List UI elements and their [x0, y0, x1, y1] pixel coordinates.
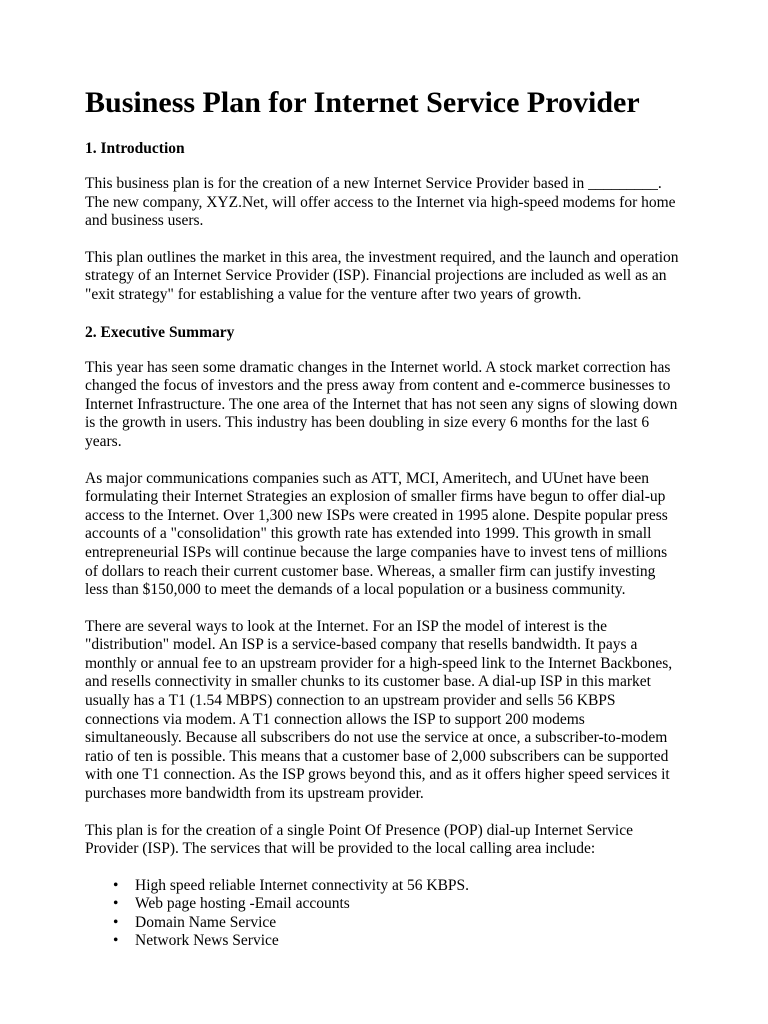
services-list-item-hosting-email: • Web page hosting -Email accounts: [113, 895, 682, 913]
services-list-item-connectivity: • High speed reliable Internet connectivity at 56 KBPS.: [113, 877, 682, 895]
executive-summary-paragraph-1: This year has seen some dramatic changes in the Internet world. A stock market correction has changed the focus of investors and the press away from content and e-commerce businesses to Internet Infrastructure. The one area of the Internet that has not seen any signs of slowing down is the growth in users. This industry has been doubling in size every 6 months for the last 6 years.: [85, 358, 678, 450]
introduction-paragraph-1: This business plan is for the creation of a new Internet Service Provider based in _________. The new company, XYZ.Net, will offer access to the Internet via high-speed modems for home and business users.: [85, 175, 676, 230]
executive-summary-paragraph-4: This plan is for the creation of a single Point Of Presence (POP) dial-up Internet Service Provider (ISP). The services that will be provided to the local calling area include:: [85, 821, 633, 858]
introduction-paragraph-2: This plan outlines the market in this area, the investment required, and the launch and operation strategy of an Internet Service Provider (ISP). Financial projections are included as well as an "exit strategy" for establishing a value for the venture after two years of growth.: [85, 248, 679, 303]
section-heading-introduction: 1. Introduction: [85, 140, 185, 157]
services-list: [85, 877, 682, 951]
services-list-item-network-news: • Network News Service: [113, 932, 682, 950]
executive-summary-paragraph-2: As major communications companies such as ATT, MCI, Ameritech, and UUnet have been formulating their Internet Strategies an explosion of smaller firms have begun to offer dial-up access to the Internet. Over 1,300 new ISPs were created in 1995 alone. Despite popular press accounts of a "consolidation" this growth rate has extended into 1999. This growth in small entrepreneurial ISPs will continue because the large companies have to invest tens of millions of dollars to reach their current customer base. Whereas, a smaller firm can justify investing less than $150,000 to meet the demands of a local population or a business community.: [85, 469, 668, 599]
executive-summary-paragraph-3: There are several ways to look at the Internet. For an ISP the model of interest is the "distribution" model. An ISP is a service-based company that resells bandwidth. It pays a monthly or annual fee to an upstream provider for a high-speed link to the Internet Backbones, and resells connectivity in smaller chunks to its customer base. A dial-up ISP in this market usually has a T1 (1.54 MBPS) connection to an upstream provider and sells 56 KBPS connections via modem. A T1 connection allows the ISP to support 200 modems simultaneously. Because all subscribers do not use the service at once, a subscriber-to-modem ratio of ten is possible. This means that a customer base of 2,000 subscribers can be supported with one T1 connection. As the ISP grows beyond this, and as it offers higher speed services it purchases more bandwidth from its upstream provider.: [85, 617, 673, 803]
services-list-item-domain-name: • Domain Name Service: [113, 914, 682, 932]
section-heading-executive-summary: 2. Executive Summary: [85, 323, 235, 341]
document-title: Business Plan for Internet Service Provider: [85, 86, 640, 119]
